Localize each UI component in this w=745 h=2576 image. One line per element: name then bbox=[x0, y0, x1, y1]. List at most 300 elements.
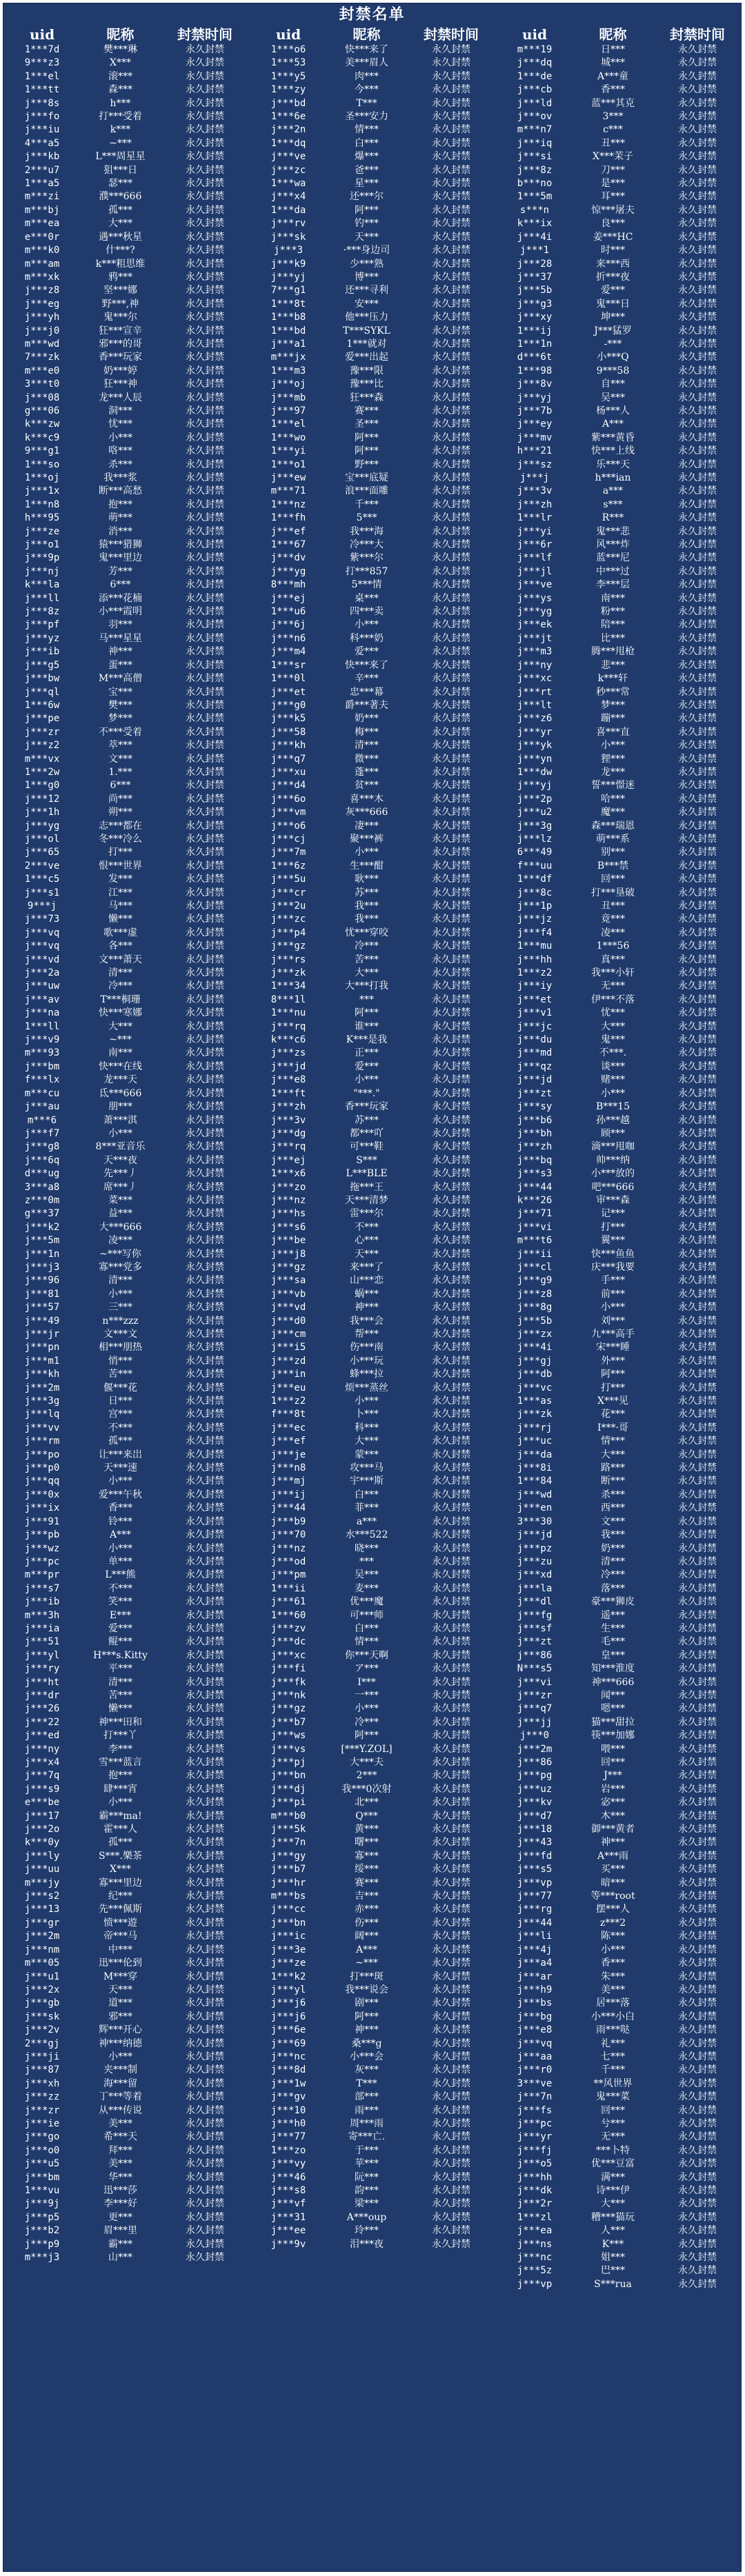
nickname-cell: 丑*** bbox=[601, 900, 625, 912]
nickname-cell: 小*** bbox=[108, 1476, 132, 1487]
nickname-cell: 黄*** bbox=[355, 1824, 379, 1835]
nickname-cell: ***卜特 bbox=[596, 2144, 630, 2156]
nickname-cell: 阿*** bbox=[355, 1730, 379, 1742]
uid-cell: j***ic bbox=[270, 1931, 306, 1942]
ban-time-cell: 永久封禁 bbox=[186, 713, 224, 725]
nickname-cell: 孤*** bbox=[108, 1837, 132, 1849]
ban-time-cell: 永久封禁 bbox=[432, 1235, 470, 1247]
nickname-cell: L***BLE bbox=[346, 1168, 388, 1180]
ban-time-cell: 永久封禁 bbox=[432, 807, 470, 818]
nickname-cell: 大*** bbox=[355, 1436, 379, 1447]
table-row bbox=[496, 1207, 742, 1220]
uid-cell: 1***60 bbox=[270, 1609, 306, 1621]
table-row bbox=[3, 418, 250, 431]
table-row bbox=[496, 1100, 742, 1114]
uid-cell: j***dq bbox=[517, 57, 553, 69]
header-nickname: 昵称 bbox=[106, 26, 135, 43]
uid-cell: j***ji bbox=[24, 2051, 60, 2062]
ban-time-cell: 永久封禁 bbox=[432, 325, 470, 336]
table-row bbox=[3, 1971, 250, 1984]
table-row bbox=[250, 472, 496, 485]
nickname-cell: 白*** bbox=[355, 1489, 379, 1500]
uid-cell: 1***dq bbox=[270, 137, 306, 149]
nickname-cell: 麦*** bbox=[355, 1582, 379, 1594]
nickname-cell: 爱***午秋 bbox=[99, 1489, 142, 1500]
ban-time-cell: 永久封禁 bbox=[678, 980, 717, 992]
table-row bbox=[250, 1127, 496, 1140]
nickname-cell: 快***寒娜 bbox=[99, 1007, 142, 1019]
uid-cell: j***ew bbox=[270, 472, 306, 483]
table-row bbox=[250, 967, 496, 980]
uid-cell: j***dl bbox=[517, 1596, 553, 1608]
uid-cell: 1***ij bbox=[517, 325, 553, 336]
ban-time-cell: 永久封禁 bbox=[186, 1783, 224, 1795]
uid-cell: j***4i bbox=[517, 231, 553, 243]
nickname-cell: 拖***王 bbox=[350, 1181, 384, 1193]
uid-cell: m***zi bbox=[24, 191, 60, 203]
ban-time-cell: 永久封禁 bbox=[678, 1208, 717, 1220]
nickname-cell: 爱*** bbox=[601, 285, 625, 296]
ban-time-cell: 永久封禁 bbox=[678, 137, 717, 149]
table-row bbox=[250, 578, 496, 592]
uid-cell: j***qz bbox=[517, 1060, 553, 1072]
table-row bbox=[3, 97, 250, 110]
ban-time-cell: 永久封禁 bbox=[678, 218, 717, 230]
uid-cell: k***c6 bbox=[270, 1034, 306, 1046]
ban-time-cell: 永久封禁 bbox=[432, 1114, 470, 1126]
table-row bbox=[250, 1181, 496, 1194]
uid-cell: j***ny bbox=[517, 659, 553, 671]
uid-cell: j***rq bbox=[270, 1020, 306, 1032]
nickname-cell: a*** bbox=[602, 485, 624, 497]
ban-time-cell: 永久封禁 bbox=[678, 1194, 717, 1206]
ban-time-cell: 永久封禁 bbox=[678, 766, 717, 778]
ban-time-cell: 永久封禁 bbox=[432, 552, 470, 564]
nickname-cell: 赤*** bbox=[355, 1904, 379, 1915]
uid-cell: j***nc bbox=[270, 2051, 306, 2062]
uid-cell: j***zc bbox=[270, 914, 306, 925]
table-row bbox=[3, 672, 250, 685]
nickname-cell: *** bbox=[359, 1556, 374, 1567]
nickname-cell: 小*** bbox=[601, 1087, 625, 1099]
nickname-cell: 希***天 bbox=[103, 2131, 137, 2143]
ban-time-cell: 永久封禁 bbox=[678, 1315, 717, 1327]
ban-time-cell: 永久封禁 bbox=[678, 178, 717, 190]
uid-cell: j***3e bbox=[270, 1944, 306, 1955]
table-row bbox=[3, 311, 250, 324]
uid-cell: j***bm bbox=[24, 1060, 60, 1072]
ban-time-cell: 永久封禁 bbox=[432, 1703, 470, 1715]
uid-cell: k***c9 bbox=[24, 432, 60, 443]
uid-cell: 1***zl bbox=[517, 2211, 553, 2223]
nickname-cell: 冷*** bbox=[601, 1569, 625, 1581]
uid-cell: j***nm bbox=[24, 1944, 60, 1955]
table-row bbox=[496, 405, 742, 418]
uid-cell: j***s8 bbox=[270, 2185, 306, 2196]
ban-time-cell: 永久封禁 bbox=[678, 847, 717, 858]
table-row bbox=[250, 1823, 496, 1836]
nickname-cell: 更*** bbox=[108, 2211, 132, 2223]
uid-cell: j***kh bbox=[24, 1369, 60, 1380]
nickname-cell: 刘*** bbox=[601, 1315, 625, 1327]
uid-cell: j***jt bbox=[517, 632, 553, 644]
nickname-cell: 海***留 bbox=[103, 2077, 137, 2089]
table-row bbox=[250, 43, 496, 57]
nickname-cell: 鸦*** bbox=[108, 271, 132, 283]
uid-cell: k***26 bbox=[517, 1194, 553, 1206]
ban-time-cell: 永久封禁 bbox=[186, 1422, 224, 1433]
table-row bbox=[496, 1422, 742, 1435]
ban-time-cell: 永久封禁 bbox=[678, 659, 717, 671]
nickname-cell: 天***夜 bbox=[103, 1154, 137, 1166]
uid-cell: j***71 bbox=[517, 1208, 553, 1220]
nickname-cell: 山*** bbox=[108, 2252, 132, 2264]
uid-cell: j***jj bbox=[517, 1716, 553, 1728]
table-row bbox=[3, 1729, 250, 1742]
table-row bbox=[496, 2131, 742, 2144]
table-row bbox=[250, 1301, 496, 1314]
ban-time-cell: 永久封禁 bbox=[186, 392, 224, 403]
nickname-cell: 优***魔 bbox=[350, 1596, 384, 1608]
ban-time-cell: 永久封禁 bbox=[186, 1757, 224, 1768]
table-row bbox=[250, 1274, 496, 1287]
ban-time-cell: 永久封禁 bbox=[432, 419, 470, 430]
uid-cell: j***b2 bbox=[24, 2225, 60, 2237]
nickname-cell: 浪***面雕 bbox=[345, 485, 388, 497]
ban-time-cell: 永久封禁 bbox=[678, 686, 717, 698]
nickname-cell: 森***瑞恩 bbox=[591, 820, 635, 832]
table-row bbox=[250, 1435, 496, 1448]
uid-cell: j***rg bbox=[517, 1904, 553, 1915]
nickname-cell: S***.樂茶 bbox=[98, 1850, 143, 1862]
table-row bbox=[496, 2238, 742, 2251]
ban-time-cell: 永久封禁 bbox=[678, 352, 717, 363]
nickname-cell: B***15 bbox=[595, 1101, 630, 1113]
nickname-cell: 5*** bbox=[356, 512, 377, 524]
ban-time-cell: 永久封禁 bbox=[186, 338, 224, 350]
uid-cell: j***zh bbox=[517, 499, 553, 510]
uid-cell: 1***oj bbox=[24, 472, 60, 483]
table-row bbox=[3, 739, 250, 752]
nickname-cell: 悲*** bbox=[601, 659, 625, 671]
ban-time-cell: 永久封禁 bbox=[678, 1020, 717, 1032]
nickname-cell: 小***放的 bbox=[591, 1168, 635, 1180]
uid-cell: f***uu bbox=[517, 860, 553, 872]
ban-time-cell: 永久封禁 bbox=[678, 70, 717, 82]
uid-cell: j***8i bbox=[517, 1462, 553, 1474]
ban-time-cell: 永久封禁 bbox=[186, 874, 224, 885]
ban-time-cell: 永久封禁 bbox=[186, 84, 224, 96]
table-row bbox=[496, 378, 742, 391]
table-row bbox=[250, 846, 496, 859]
nickname-cell: 鬼***菜 bbox=[596, 2091, 630, 2103]
uid-cell: j***s7 bbox=[24, 1582, 60, 1594]
uid-cell: j***n8 bbox=[270, 1462, 306, 1474]
nickname-cell: 来***西 bbox=[596, 258, 630, 270]
ban-time-cell: 永久封禁 bbox=[186, 887, 224, 898]
ban-time-cell: 永久封禁 bbox=[186, 1396, 224, 1407]
nickname-cell: 神*** bbox=[108, 646, 132, 658]
ban-time-cell: 永久封禁 bbox=[432, 900, 470, 912]
nickname-cell: 姐*** bbox=[601, 2252, 625, 2264]
table-row bbox=[496, 1489, 742, 1502]
nickname-cell: 伤*** bbox=[355, 1917, 379, 1929]
nickname-cell: 他***压力 bbox=[345, 312, 388, 323]
ban-time-cell: 永久封禁 bbox=[186, 673, 224, 685]
nickname-cell: A*** bbox=[109, 1529, 132, 1541]
table-row bbox=[496, 766, 742, 779]
ban-time-cell: 永久封禁 bbox=[186, 2117, 224, 2129]
ban-time-cell: 永久封禁 bbox=[678, 1127, 717, 1139]
uid-cell: j***od bbox=[270, 1556, 306, 1567]
ban-time-cell: 永久封禁 bbox=[432, 565, 470, 577]
uid-cell: j***1w bbox=[270, 2077, 306, 2089]
table-row bbox=[496, 1890, 742, 1903]
uid-cell: j***yz bbox=[24, 632, 60, 644]
uid-cell: j***yg bbox=[24, 820, 60, 832]
table-row bbox=[3, 1863, 250, 1876]
table-row bbox=[496, 833, 742, 846]
table-row bbox=[250, 1903, 496, 1916]
table-row bbox=[250, 1355, 496, 1368]
uid-cell: j***uu bbox=[24, 1864, 60, 1875]
nickname-cell: 清*** bbox=[601, 1556, 625, 1567]
ban-time-cell: 永久封禁 bbox=[432, 632, 470, 644]
table-row bbox=[250, 2051, 496, 2064]
uid-cell: j***fd bbox=[517, 1850, 553, 1862]
nickname-cell: 毛*** bbox=[601, 1636, 625, 1648]
table-row bbox=[3, 1689, 250, 1702]
nickname-cell: 大***666 bbox=[99, 1221, 142, 1233]
uid-cell: d***ug bbox=[24, 1168, 60, 1180]
table-row bbox=[250, 1007, 496, 1020]
table-row bbox=[3, 459, 250, 472]
ban-time-cell: 永久封禁 bbox=[186, 365, 224, 376]
ban-time-cell: 永久封禁 bbox=[186, 1114, 224, 1126]
ban-time-cell: 永久封禁 bbox=[432, 1998, 470, 2009]
table-row bbox=[496, 900, 742, 913]
nickname-cell: 我***会 bbox=[350, 1315, 384, 1327]
ban-time-cell: 永久封禁 bbox=[678, 713, 717, 725]
uid-cell: 1***as bbox=[517, 1396, 553, 1407]
uid-cell: j***nz bbox=[270, 1194, 306, 1206]
table-row bbox=[496, 2264, 742, 2277]
ban-list-board bbox=[3, 3, 742, 2572]
table-row bbox=[496, 365, 742, 378]
nickname-cell: 礼*** bbox=[601, 2037, 625, 2049]
nickname-cell: 四***卖 bbox=[350, 606, 384, 618]
uid-cell: j***3 bbox=[273, 245, 304, 256]
uid-cell: j***zr bbox=[24, 726, 60, 738]
uid-cell: 1***lr bbox=[517, 512, 553, 524]
uid-cell: j***jl bbox=[517, 565, 553, 577]
table-row bbox=[496, 284, 742, 297]
uid-cell: j***rv bbox=[270, 218, 306, 230]
ban-time-cell: 永久封禁 bbox=[186, 44, 224, 55]
ban-time-cell: 永久封禁 bbox=[678, 445, 717, 457]
table-row bbox=[250, 204, 496, 217]
table-row bbox=[496, 204, 742, 217]
ban-time-cell: 永久封禁 bbox=[678, 1649, 717, 1661]
table-row bbox=[496, 699, 742, 712]
table-row bbox=[496, 472, 742, 485]
uid-cell: j***pc bbox=[517, 2117, 553, 2129]
uid-cell: j***be bbox=[270, 1235, 306, 1247]
uid-cell: e***be bbox=[24, 1797, 60, 1809]
ban-time-cell: 永久封禁 bbox=[186, 686, 224, 698]
table-row bbox=[3, 833, 250, 846]
ban-time-cell: 永久封禁 bbox=[678, 1864, 717, 1875]
table-row bbox=[250, 1167, 496, 1180]
nickname-cell: 江*** bbox=[108, 887, 132, 898]
nickname-cell: s*** bbox=[603, 499, 623, 510]
ban-time-cell: 永久封禁 bbox=[678, 2077, 717, 2089]
table-row bbox=[250, 1569, 496, 1582]
ban-time-cell: 永久封禁 bbox=[432, 994, 470, 1005]
table-row bbox=[3, 110, 250, 123]
nickname-cell: ア*** bbox=[355, 1663, 379, 1675]
table-row bbox=[496, 1542, 742, 1556]
nickname-cell: 萧***淇 bbox=[103, 1114, 137, 1126]
uid-cell: j***bn bbox=[270, 1770, 306, 1782]
nickname-cell: 抱*** bbox=[108, 1770, 132, 1782]
ban-time-cell: 永久封禁 bbox=[186, 780, 224, 792]
ban-time-cell: 永久封禁 bbox=[186, 807, 224, 818]
table-row bbox=[3, 2157, 250, 2171]
nickname-cell: 我***说会 bbox=[345, 1984, 388, 1995]
ban-time-cell: 永久封禁 bbox=[186, 1569, 224, 1581]
nickname-cell: A***oup bbox=[346, 2211, 387, 2223]
ban-time-cell: 永久封禁 bbox=[678, 1850, 717, 1862]
uid-cell: j***xh bbox=[24, 2077, 60, 2089]
ban-time-cell: 永久封禁 bbox=[186, 231, 224, 243]
uid-cell: j***08 bbox=[24, 392, 60, 403]
ban-time-cell: 永久封禁 bbox=[186, 285, 224, 296]
table-row bbox=[3, 1181, 250, 1194]
uid-cell: j***lt bbox=[517, 699, 553, 711]
table-row bbox=[250, 405, 496, 418]
nickname-cell: 生*** bbox=[601, 1622, 625, 1634]
uid-cell: j***bs bbox=[517, 1998, 553, 2009]
uid-cell: j***yk bbox=[517, 740, 553, 752]
table-row bbox=[496, 887, 742, 900]
nickname-cell: 谈*** bbox=[601, 1060, 625, 1072]
uid-cell: j***1n bbox=[24, 1248, 60, 1260]
nickname-cell: 益*** bbox=[108, 1208, 132, 1220]
table-row bbox=[3, 472, 250, 485]
nickname-cell: 耳*** bbox=[601, 191, 625, 203]
nickname-cell: 龙***天 bbox=[103, 1074, 137, 1086]
ban-time-cell: 永久封禁 bbox=[432, 271, 470, 283]
nickname-cell: 小*** bbox=[355, 619, 379, 631]
ban-time-cell: 永久封禁 bbox=[432, 1476, 470, 1487]
table-row bbox=[496, 994, 742, 1007]
ban-time-cell: 永久封禁 bbox=[432, 2171, 470, 2183]
ban-time-cell: 永久封禁 bbox=[678, 592, 717, 604]
table-row bbox=[250, 565, 496, 578]
uid-cell: j***vd bbox=[24, 954, 60, 965]
uid-cell: j***7m bbox=[270, 847, 306, 858]
nickname-cell: 喜***木 bbox=[350, 793, 384, 805]
uid-cell: j***g0 bbox=[270, 699, 306, 711]
table-row bbox=[3, 1556, 250, 1569]
ban-time-cell: 永久封禁 bbox=[432, 151, 470, 163]
nickname-cell: 眉***里 bbox=[103, 2225, 137, 2237]
nickname-cell: 不*** bbox=[108, 1582, 132, 1594]
uid-cell: j***ib bbox=[24, 646, 60, 658]
uid-cell: j***q7 bbox=[517, 1703, 553, 1715]
ban-time-cell: 永久封禁 bbox=[432, 97, 470, 109]
uid-cell: j***s9 bbox=[24, 1783, 60, 1795]
uid-cell: j***0 bbox=[519, 1730, 550, 1742]
table-row bbox=[3, 1810, 250, 1823]
nickname-cell: 杀*** bbox=[601, 1489, 625, 1500]
nickname-cell: 曙*** bbox=[355, 1837, 379, 1849]
table-row bbox=[3, 298, 250, 311]
nickname-cell: 马*** bbox=[108, 900, 132, 912]
ban-time-cell: 永久封禁 bbox=[432, 1034, 470, 1046]
table-row bbox=[250, 1341, 496, 1354]
table-row bbox=[250, 539, 496, 552]
uid-cell: j***f4 bbox=[517, 927, 553, 938]
ban-time-cell: 永久封禁 bbox=[678, 539, 717, 551]
table-row bbox=[3, 2104, 250, 2117]
table-row bbox=[496, 432, 742, 445]
uid-cell: j***ny bbox=[24, 1743, 60, 1755]
table-row bbox=[3, 2117, 250, 2131]
nickname-cell: 小***玩 bbox=[350, 1355, 384, 1367]
ban-time-cell: 永久封禁 bbox=[678, 1462, 717, 1474]
nickname-cell: 香*** bbox=[601, 1958, 625, 1969]
header-nickname: 昵称 bbox=[599, 26, 627, 43]
ban-time-cell: 永久封禁 bbox=[186, 1087, 224, 1099]
nickname-cell: 爱*** bbox=[108, 1622, 132, 1634]
table-row bbox=[250, 1556, 496, 1569]
uid-cell: j***86 bbox=[517, 1757, 553, 1768]
table-row bbox=[3, 1422, 250, 1435]
table-row bbox=[3, 485, 250, 498]
nickname-cell: 居***落 bbox=[596, 1998, 630, 2009]
nickname-cell: 小*** bbox=[355, 847, 379, 858]
uid-cell: j***bg bbox=[517, 2011, 553, 2022]
table-row bbox=[496, 325, 742, 338]
table-row bbox=[250, 1930, 496, 1943]
ban-time-cell: 永久封禁 bbox=[678, 1502, 717, 1514]
table-row bbox=[496, 618, 742, 632]
uid-cell: m***6 bbox=[27, 1114, 57, 1126]
ban-time-cell: 永久封禁 bbox=[678, 887, 717, 898]
table-row bbox=[250, 365, 496, 378]
nickname-cell: 蓝***其克 bbox=[591, 97, 635, 109]
ban-time-cell: 永久封禁 bbox=[432, 699, 470, 711]
table-row bbox=[250, 1315, 496, 1328]
nickname-cell: 美***眉人 bbox=[345, 57, 388, 69]
ban-time-cell: 永久封禁 bbox=[186, 1248, 224, 1260]
nickname-cell: 断*** bbox=[601, 1476, 625, 1487]
uid-cell: 1***n8 bbox=[24, 499, 60, 510]
table-row bbox=[3, 900, 250, 913]
ban-time-cell: 永久封禁 bbox=[186, 1168, 224, 1180]
ban-time-cell: 永久封禁 bbox=[186, 1998, 224, 2009]
table-header-row bbox=[496, 26, 742, 43]
ban-time-cell: 永久封禁 bbox=[678, 994, 717, 1005]
nickname-cell: 灰*** bbox=[355, 2064, 379, 2076]
nickname-cell: 不*** bbox=[355, 1221, 379, 1233]
ban-time-cell: 永久封禁 bbox=[678, 44, 717, 55]
uid-cell: j***sk bbox=[270, 231, 306, 243]
uid-cell: m***n7 bbox=[517, 124, 553, 136]
ban-time-cell: 永久封禁 bbox=[186, 1476, 224, 1487]
